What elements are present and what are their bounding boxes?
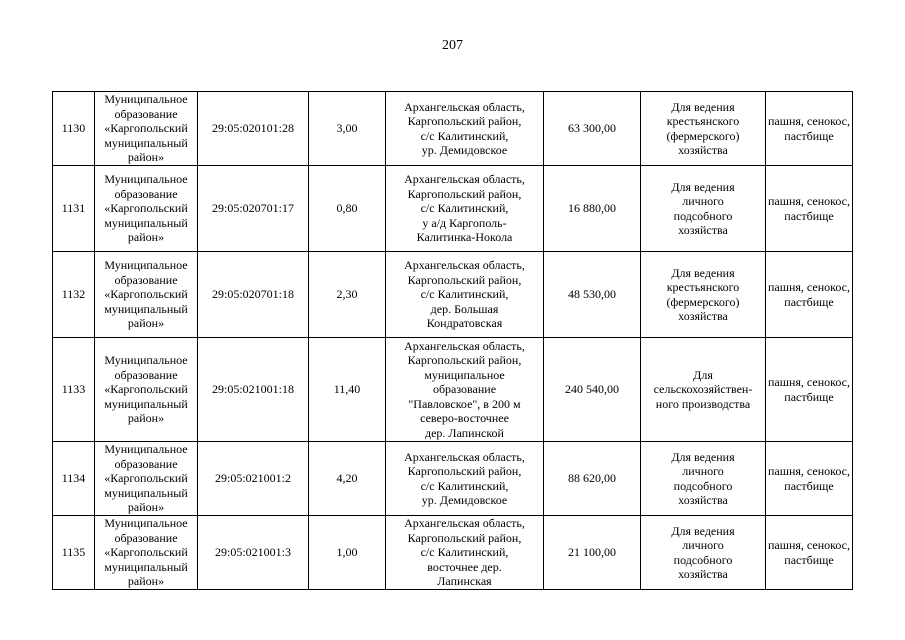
permitted-use-line: личного bbox=[682, 464, 724, 479]
record-number-cell: 1130 bbox=[53, 92, 95, 166]
permitted-use-cell bbox=[641, 92, 766, 166]
land-use-line: пастбище bbox=[784, 208, 834, 223]
land-use-line: пашня, сенокос, bbox=[768, 538, 850, 553]
address-line: Архангельская область, bbox=[404, 99, 525, 114]
owner-line: образование bbox=[114, 106, 178, 121]
address-line: "Павловское", в 200 м bbox=[408, 396, 521, 411]
owner-cell bbox=[95, 252, 198, 338]
permitted-use-cell bbox=[641, 338, 766, 442]
address-line: с/с Калитинский, bbox=[420, 478, 509, 493]
permitted-use-line: крестьянского bbox=[666, 280, 740, 295]
address-cell bbox=[386, 338, 544, 442]
owner-line: район» bbox=[127, 574, 165, 589]
cadastral-number-cell: 29:05:020701:18 bbox=[198, 252, 309, 338]
cadastral-value-cell: 88 620,00 bbox=[544, 442, 641, 516]
area-cell: 3,00 bbox=[309, 92, 386, 166]
permitted-use-line: Для bbox=[693, 367, 713, 382]
owner-line: район» bbox=[127, 500, 165, 515]
area-cell: 2,30 bbox=[309, 252, 386, 338]
cadastral-number-cell: 29:05:020101:28 bbox=[198, 92, 309, 166]
table-row bbox=[53, 338, 853, 442]
table-row bbox=[53, 252, 853, 338]
owner-line: «Каргопольский bbox=[104, 201, 188, 216]
address-line: ур. Демидовское bbox=[421, 492, 508, 507]
owner-line: Муниципальное bbox=[104, 516, 188, 531]
owner-cell bbox=[95, 166, 198, 252]
address-line: с/с Калитинский, bbox=[420, 128, 509, 143]
cadastral-value-cell: 48 530,00 bbox=[544, 252, 641, 338]
permitted-use-line: Для ведения bbox=[671, 449, 735, 464]
owner-line: Муниципальное bbox=[104, 442, 188, 457]
land-use-line: пашня, сенокос, bbox=[768, 464, 850, 479]
permitted-use-line: сельскохозяйствен- bbox=[653, 382, 753, 397]
address-line: Каргопольский район, bbox=[407, 114, 522, 129]
owner-line: муниципальный bbox=[104, 215, 188, 230]
page-number: 207 bbox=[442, 38, 463, 53]
area-cell: 11,40 bbox=[309, 338, 386, 442]
record-number-cell: 1134 bbox=[53, 442, 95, 516]
owner-line: образование bbox=[114, 530, 178, 545]
address-cell bbox=[386, 252, 544, 338]
permitted-use-cell bbox=[641, 516, 766, 590]
permitted-use-line: Для ведения bbox=[671, 99, 735, 114]
record-number-cell: 1133 bbox=[53, 338, 95, 442]
address-line: Каргопольский район, bbox=[407, 272, 522, 287]
land-use-line: пастбище bbox=[784, 294, 834, 309]
permitted-use-line: хозяйства bbox=[678, 222, 728, 237]
permitted-use-line: хозяйства bbox=[678, 566, 728, 581]
owner-line: муниципальный bbox=[104, 485, 188, 500]
address-line: Архангельская область, bbox=[404, 172, 525, 187]
address-line: Калитинка-Нокола bbox=[416, 230, 513, 245]
permitted-use-line: подсобного bbox=[673, 478, 733, 493]
address-line: дер. Лапинской bbox=[425, 425, 504, 440]
address-cell bbox=[386, 442, 544, 516]
cadastral-number-cell: 29:05:021001:18 bbox=[198, 338, 309, 442]
cadastral-number-cell: 29:05:021001:3 bbox=[198, 516, 309, 590]
permitted-use-line: подсобного bbox=[673, 552, 733, 567]
cadastral-value-cell: 240 540,00 bbox=[544, 338, 641, 442]
address-line: Каргопольский район, bbox=[407, 464, 522, 479]
address-line: с/с Калитинский, bbox=[420, 287, 509, 302]
permitted-use-line: (фермерского) bbox=[666, 128, 740, 143]
permitted-use-cell bbox=[641, 252, 766, 338]
permitted-use-line: личного bbox=[682, 538, 724, 553]
table-row bbox=[53, 516, 853, 590]
land-use-cell bbox=[766, 516, 853, 590]
permitted-use-line: Для ведения bbox=[671, 265, 735, 280]
address-line: Архангельская область, bbox=[404, 258, 525, 273]
cadastral-number-cell: 29:05:020701:17 bbox=[198, 166, 309, 252]
owner-line: Муниципальное bbox=[104, 353, 188, 368]
table-row bbox=[53, 166, 853, 252]
land-use-cell bbox=[766, 92, 853, 166]
table-body bbox=[53, 92, 853, 590]
address-line: Лапинская bbox=[437, 574, 492, 589]
owner-line: «Каргопольский bbox=[104, 545, 188, 560]
owner-line: муниципальный bbox=[104, 559, 188, 574]
area-cell: 4,20 bbox=[309, 442, 386, 516]
owner-line: Муниципальное bbox=[104, 258, 188, 273]
record-number-cell: 1135 bbox=[53, 516, 95, 590]
owner-line: район» bbox=[127, 411, 165, 426]
permitted-use-line: подсобного bbox=[673, 208, 733, 223]
record-number-cell: 1131 bbox=[53, 166, 95, 252]
address-line: Каргопольский район, bbox=[407, 530, 522, 545]
owner-line: «Каргопольский bbox=[104, 382, 188, 397]
land-registry-table bbox=[52, 91, 853, 590]
permitted-use-line: личного bbox=[682, 194, 724, 209]
permitted-use-line: крестьянского bbox=[666, 114, 740, 129]
land-use-line: пастбище bbox=[784, 128, 834, 143]
owner-cell bbox=[95, 338, 198, 442]
address-line: дер. Большая bbox=[430, 301, 499, 316]
owner-line: образование bbox=[114, 367, 178, 382]
address-line: Каргопольский район, bbox=[407, 186, 522, 201]
land-use-line: пастбище bbox=[784, 389, 834, 404]
address-line: у а/д Каргополь- bbox=[422, 215, 507, 230]
land-use-cell bbox=[766, 338, 853, 442]
permitted-use-cell bbox=[641, 442, 766, 516]
land-use-line: пастбище bbox=[784, 478, 834, 493]
record-number-cell: 1132 bbox=[53, 252, 95, 338]
cadastral-value-cell: 21 100,00 bbox=[544, 516, 641, 590]
permitted-use-line: (фермерского) bbox=[666, 294, 740, 309]
permitted-use-line: хозяйства bbox=[678, 142, 728, 157]
address-line: Архангельская область, bbox=[404, 449, 525, 464]
land-use-line: пашня, сенокос, bbox=[768, 114, 850, 129]
owner-line: муниципальный bbox=[104, 301, 188, 316]
address-line: образование bbox=[432, 382, 497, 397]
owner-line: образование bbox=[114, 456, 178, 471]
area-cell: 1,00 bbox=[309, 516, 386, 590]
address-line: с/с Калитинский, bbox=[420, 545, 509, 560]
owner-line: «Каргопольский bbox=[104, 287, 188, 302]
address-cell bbox=[386, 92, 544, 166]
land-use-line: пашня, сенокос, bbox=[768, 375, 850, 390]
address-line: муниципальное bbox=[424, 367, 505, 382]
owner-line: «Каргопольский bbox=[104, 121, 188, 136]
table-row bbox=[53, 442, 853, 516]
owner-cell bbox=[95, 516, 198, 590]
address-line: Архангельская область, bbox=[404, 516, 525, 531]
land-use-cell bbox=[766, 442, 853, 516]
address-line: Каргопольский район, bbox=[407, 353, 522, 368]
owner-cell bbox=[95, 92, 198, 166]
permitted-use-line: хозяйства bbox=[678, 308, 728, 323]
address-line: северо-восточнее bbox=[420, 411, 509, 426]
table-row bbox=[53, 92, 853, 166]
owner-line: «Каргопольский bbox=[104, 471, 188, 486]
address-cell bbox=[386, 166, 544, 252]
cadastral-number-cell: 29:05:021001:2 bbox=[198, 442, 309, 516]
land-use-line: пастбище bbox=[784, 552, 834, 567]
permitted-use-line: хозяйства bbox=[678, 492, 728, 507]
cadastral-value-cell: 16 880,00 bbox=[544, 166, 641, 252]
owner-line: район» bbox=[127, 316, 165, 331]
cadastral-value-cell: 63 300,00 bbox=[544, 92, 641, 166]
address-line: восточнее дер. bbox=[427, 559, 502, 574]
address-cell bbox=[386, 516, 544, 590]
owner-line: муниципальный bbox=[104, 396, 188, 411]
land-use-cell bbox=[766, 252, 853, 338]
land-use-line: пашня, сенокос, bbox=[768, 194, 850, 209]
address-line: Архангельская область, bbox=[404, 339, 525, 354]
land-use-cell bbox=[766, 166, 853, 252]
owner-cell bbox=[95, 442, 198, 516]
permitted-use-cell bbox=[641, 166, 766, 252]
permitted-use-line: Для ведения bbox=[671, 179, 735, 194]
owner-line: район» bbox=[127, 230, 165, 245]
area-cell: 0,80 bbox=[309, 166, 386, 252]
owner-line: образование bbox=[114, 186, 178, 201]
permitted-use-line: ного производства bbox=[655, 396, 751, 411]
owner-line: Муниципальное bbox=[104, 92, 188, 107]
permitted-use-line: Для ведения bbox=[671, 523, 735, 538]
address-line: с/с Калитинский, bbox=[420, 201, 509, 216]
owner-line: район» bbox=[127, 150, 165, 165]
owner-line: муниципальный bbox=[104, 135, 188, 150]
land-use-line: пашня, сенокос, bbox=[768, 280, 850, 295]
owner-line: образование bbox=[114, 272, 178, 287]
address-line: ур. Демидовское bbox=[421, 142, 508, 157]
address-line: Кондратовская bbox=[426, 316, 503, 331]
owner-line: Муниципальное bbox=[104, 172, 188, 187]
